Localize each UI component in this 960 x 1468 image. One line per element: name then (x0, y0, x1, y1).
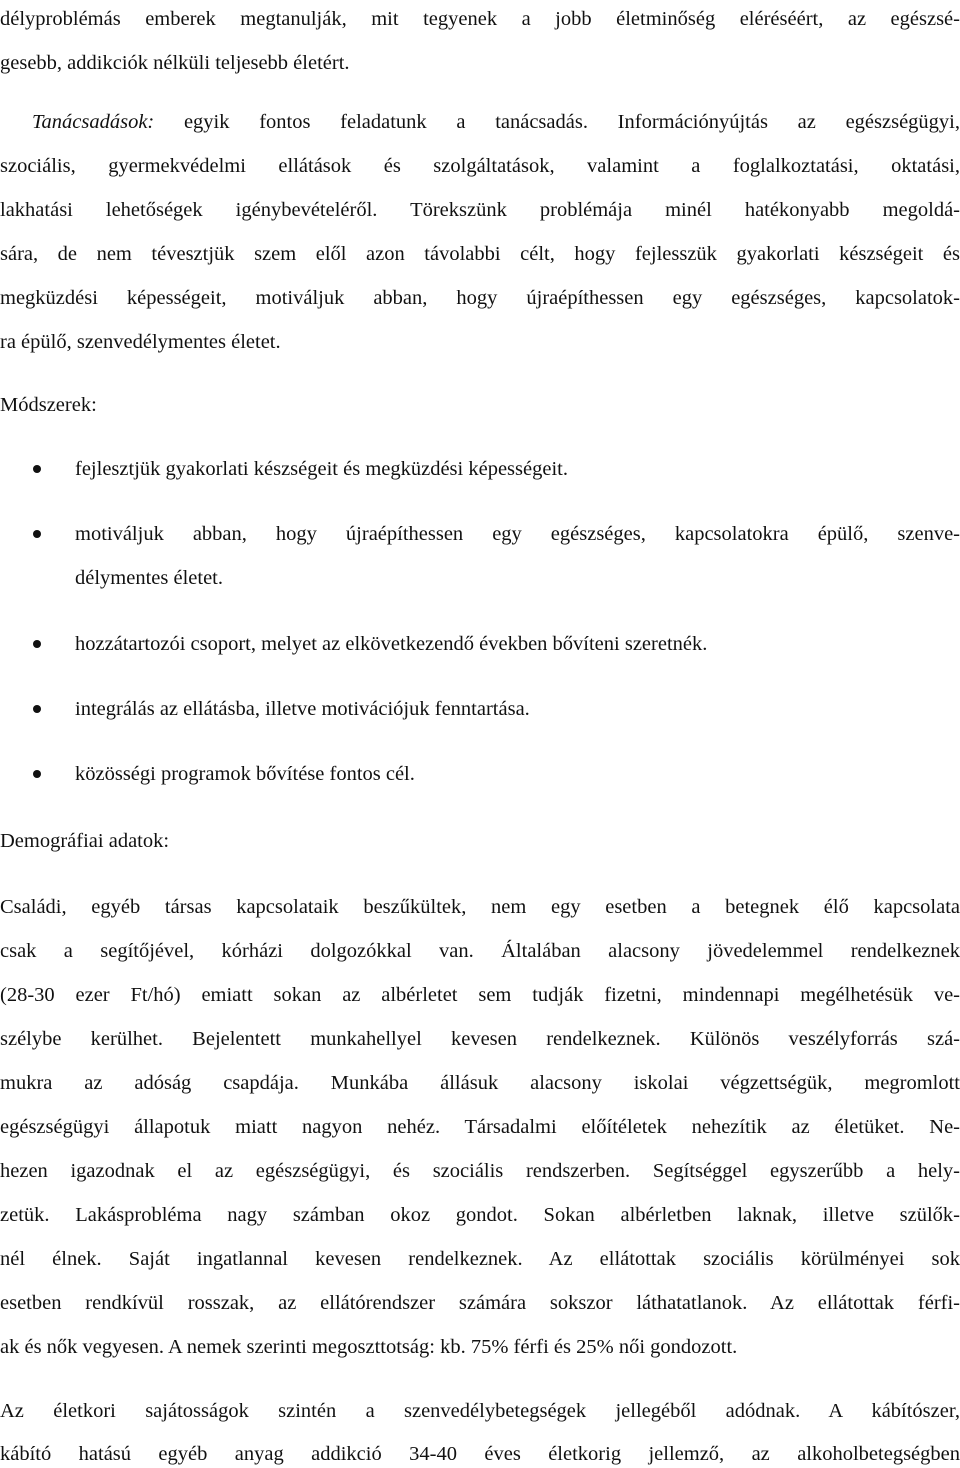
paragraph-line: ra épülő, szenvedélymentes életet. (0, 331, 281, 353)
paragraph-line: egészségügyi állapotuk miatt nagyon nehéz. Társadalmi előítéletek nehezítik az életüket. Ne- (0, 1116, 960, 1138)
section-heading-methods: Módszerek: (0, 394, 97, 416)
paragraph-line: szociális, gyermekvédelmi ellátások és szolgáltatások, valamint a foglalkoztatási, oktatási, (0, 155, 960, 177)
paragraph-line: kábító hatású egyéb anyag addikció 34-40 éves életkorig jellemző, az alkoholbetegségben (0, 1443, 960, 1465)
paragraph-line: hezen igazodnak el az egészségügyi, és szociális rendszerben. Segítséggel egyszerűbb a hely- (0, 1160, 960, 1182)
section-heading-demographics: Demográfiai adatok: (0, 830, 170, 852)
paragraph-line: csak a segítőjével, kórházi dolgozókkal van. Általában alacsony jövedelemmel rendelkeznek (0, 940, 960, 962)
paragraph-line: esetben rendkívül rosszak, az ellátórendszer számára sokszor láthatatlanok. Az ellátottak férfi- (0, 1292, 960, 1314)
list-item: közösségi programok bővítése fontos cél. (75, 763, 415, 785)
paragraph-line: nél élnek. Saját ingatlannal kevesen rendelkeznek. Az ellátottak szociális körülményei sok (0, 1248, 960, 1270)
paragraph-line-rest: egyik fontos feladatunk a tanácsadás. Információnyújtás az egészségügyi, (154, 111, 960, 133)
bullet-icon (33, 530, 41, 538)
paragraph-line: mukra az adóság csapdája. Munkába állásuk alacsony iskolai végzettségük, megromlott (0, 1072, 960, 1094)
paragraph-line: délyproblémás emberek megtanulják, mit tegyenek a jobb életminőség eléréséért, az egészsé- (0, 8, 960, 30)
paragraph-line: megküzdési képességeit, motiváljuk abban, hogy újraépíthessen egy egészséges, kapcsolatok- (0, 287, 960, 309)
bullet-icon (33, 705, 41, 713)
list-item: motiváljuk abban, hogy újraépíthessen egy egészséges, kapcsolatokra épülő, szenve- (75, 523, 960, 545)
paragraph-line: zetük. Lakásprobléma nagy számban okoz gondot. Sokan albérletben laknak, illetve szülők- (0, 1204, 960, 1226)
paragraph-line: Az életkori sajátosságok szintén a szenvedélybetegségek jellegéből adódnak. A kábítószer, (0, 1400, 960, 1422)
paragraph-line: Családi, egyéb társas kapcsolataik beszűkültek, nem egy esetben a betegnek élő kapcsolata (0, 896, 960, 918)
bullet-icon (33, 640, 41, 648)
list-item: integrálás az ellátásba, illetve motivációjuk fenntartása. (75, 698, 530, 720)
list-item: hozzátartozói csoport, melyet az elkövetkezendő években bővíteni szeretnék. (75, 633, 708, 655)
paragraph-line: szélybe kerülhet. Bejelentett munkahellyel kevesen rendelkeznek. Különös veszélyforrás szá- (0, 1028, 960, 1050)
paragraph-line: ak és nők vegyesen. A nemek szerinti megoszttotság: kb. 75% férfi és 25% női gondozott. (0, 1336, 738, 1358)
list-item: fejlesztjük gyakorlati készségeit és megküzdési képességeit. (75, 458, 568, 480)
paragraph-line (32, 110, 960, 134)
section-lead-label: Tanácsadások: (32, 111, 155, 133)
paragraph-line: (28-30 ezer Ft/hó) emiatt sokan az albérletet sem tudják fizetni, mindennapi megélhetésük ve- (0, 984, 960, 1006)
paragraph-line: sára, de nem tévesztjük szem elől azon távolabbi célt, hogy fejlesszük gyakorlati készségeit és (0, 243, 960, 265)
paragraph-line: gesebb, addikciók nélküli teljesebb életért. (0, 52, 350, 74)
list-item-continuation: délymentes életet. (75, 567, 223, 589)
bullet-icon (33, 465, 41, 473)
bullet-icon (33, 770, 41, 778)
paragraph-line: lakhatási lehetőségek igénybevételéről. Törekszünk problémája minél hatékonyabb megoldá- (0, 199, 960, 221)
